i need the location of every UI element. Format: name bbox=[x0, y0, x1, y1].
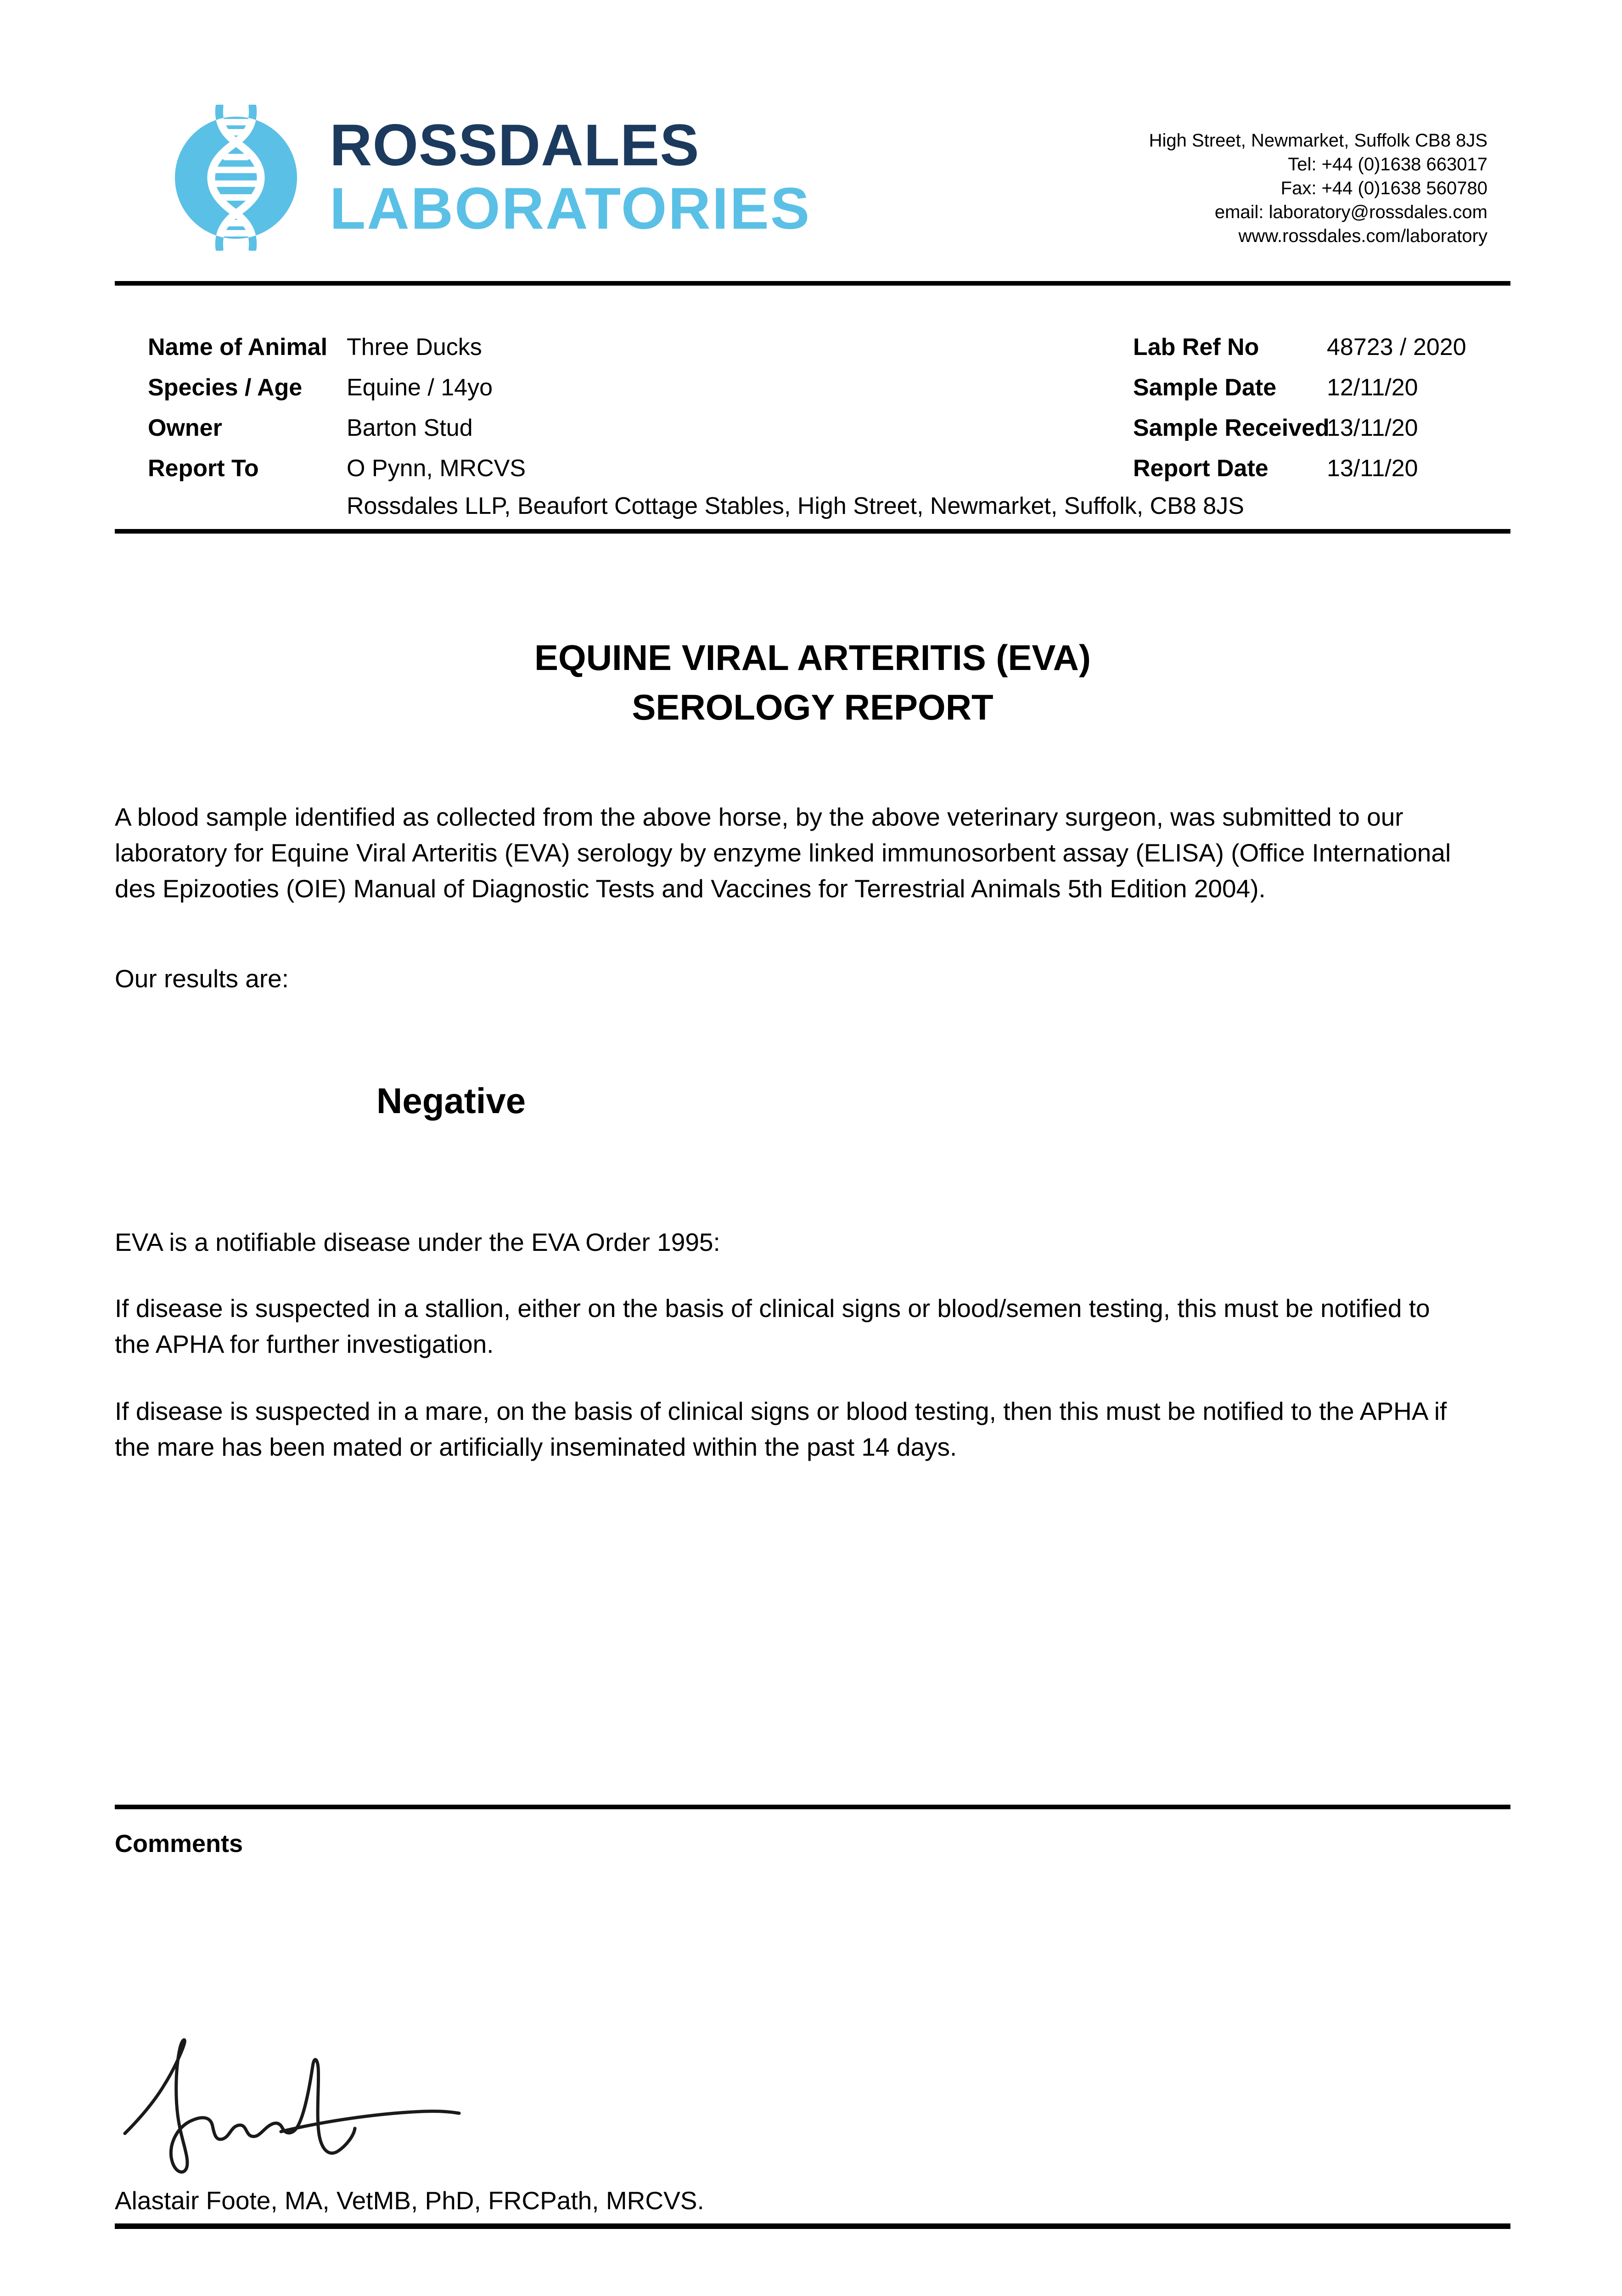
field-label-name-of-animal: Name of Animal bbox=[148, 334, 328, 360]
field-value-sample-received: 13/11/20 bbox=[1327, 415, 1418, 441]
field-label-lab-ref-no: Lab Ref No bbox=[1133, 334, 1259, 360]
field-value-owner: Barton Stud bbox=[347, 415, 473, 441]
header-rule bbox=[115, 281, 1510, 286]
field-value-name-of-animal: Three Ducks bbox=[347, 334, 482, 360]
intro-paragraph: A blood sample identified as collected from the above horse, by the above veterinary surgeon, was submitted to our laboratory for Equine Viral Arteritis (EVA) serology by enzyme linked immunosorbent assay (ELISA) (Office International des Epizooties (OIE) Manual of Diagnostic Tests and Vaccines for Terrestrial Animals 5th Edition 2004). bbox=[115, 803, 1451, 903]
contact-tel-line: Tel: +44 (0)1638 663017 bbox=[1288, 154, 1487, 174]
field-label-sample-date: Sample Date bbox=[1133, 374, 1277, 401]
footer-rule bbox=[115, 2223, 1510, 2229]
field-label-species-age: Species / Age bbox=[148, 374, 303, 401]
result-value: Negative bbox=[376, 1080, 526, 1121]
signature-image bbox=[120, 2033, 464, 2181]
comments-rule bbox=[115, 1805, 1510, 1809]
contact-web-line: www.rossdales.com/laboratory bbox=[1238, 226, 1487, 246]
field-value-report-date: 13/11/20 bbox=[1327, 455, 1418, 482]
field-label-report-to: Report To bbox=[148, 455, 259, 482]
contact-fax-line: Fax: +44 (0)1638 560780 bbox=[1280, 178, 1487, 198]
logo-wordmark bbox=[330, 114, 811, 241]
report-to-address: Rossdales LLP, Beaufort Cottage Stables, High Street, Newmarket, Suffolk, CB8 8JS bbox=[347, 493, 1244, 519]
contact-email-line: email: laboratory@rossdales.com bbox=[1214, 202, 1487, 222]
field-label-owner: Owner bbox=[148, 415, 222, 441]
brand-line-2: LABORATORIES bbox=[330, 176, 811, 242]
brand-line-1: ROSSDALES bbox=[330, 113, 700, 178]
contact-block bbox=[1149, 129, 1487, 248]
contact-address-line: High Street, Newmarket, Suffolk CB8 8JS bbox=[1149, 130, 1487, 151]
mare-note: If disease is suspected in a mare, on the basis of clinical signs or blood testing, then this must be notified to the APHA if the mare has been mated or artificially inseminated within the past 14 days. bbox=[115, 1397, 1447, 1461]
field-value-report-to: O Pynn, MRCVS bbox=[347, 455, 526, 482]
dna-helix-icon bbox=[174, 105, 298, 251]
field-value-sample-date: 12/11/20 bbox=[1327, 374, 1418, 401]
field-value-species-age: Equine / 14yo bbox=[347, 374, 493, 401]
title-line-2: SEROLOGY REPORT bbox=[632, 687, 993, 727]
field-label-sample-received: Sample Received bbox=[1133, 415, 1330, 441]
title-line-1: EQUINE VIRAL ARTERITIS (EVA) bbox=[534, 637, 1091, 678]
field-value-lab-ref-no: 48723 / 2020 bbox=[1327, 334, 1466, 360]
report-title bbox=[115, 633, 1510, 732]
field-label-report-date: Report Date bbox=[1133, 455, 1268, 482]
results-intro: Our results are: bbox=[115, 964, 289, 993]
signature-name: Alastair Foote, MA, VetMB, PhD, FRCPath, MRCVS. bbox=[115, 2186, 704, 2215]
notifiable-note: EVA is a notifiable disease under the EVA Order 1995: bbox=[115, 1228, 720, 1256]
info-rule bbox=[115, 529, 1510, 534]
stallion-note: If disease is suspected in a stallion, either on the basis of clinical signs or blood/semen testing, this must be notified to the APHA for further investigation. bbox=[115, 1294, 1430, 1358]
comments-heading: Comments bbox=[115, 1830, 243, 1857]
